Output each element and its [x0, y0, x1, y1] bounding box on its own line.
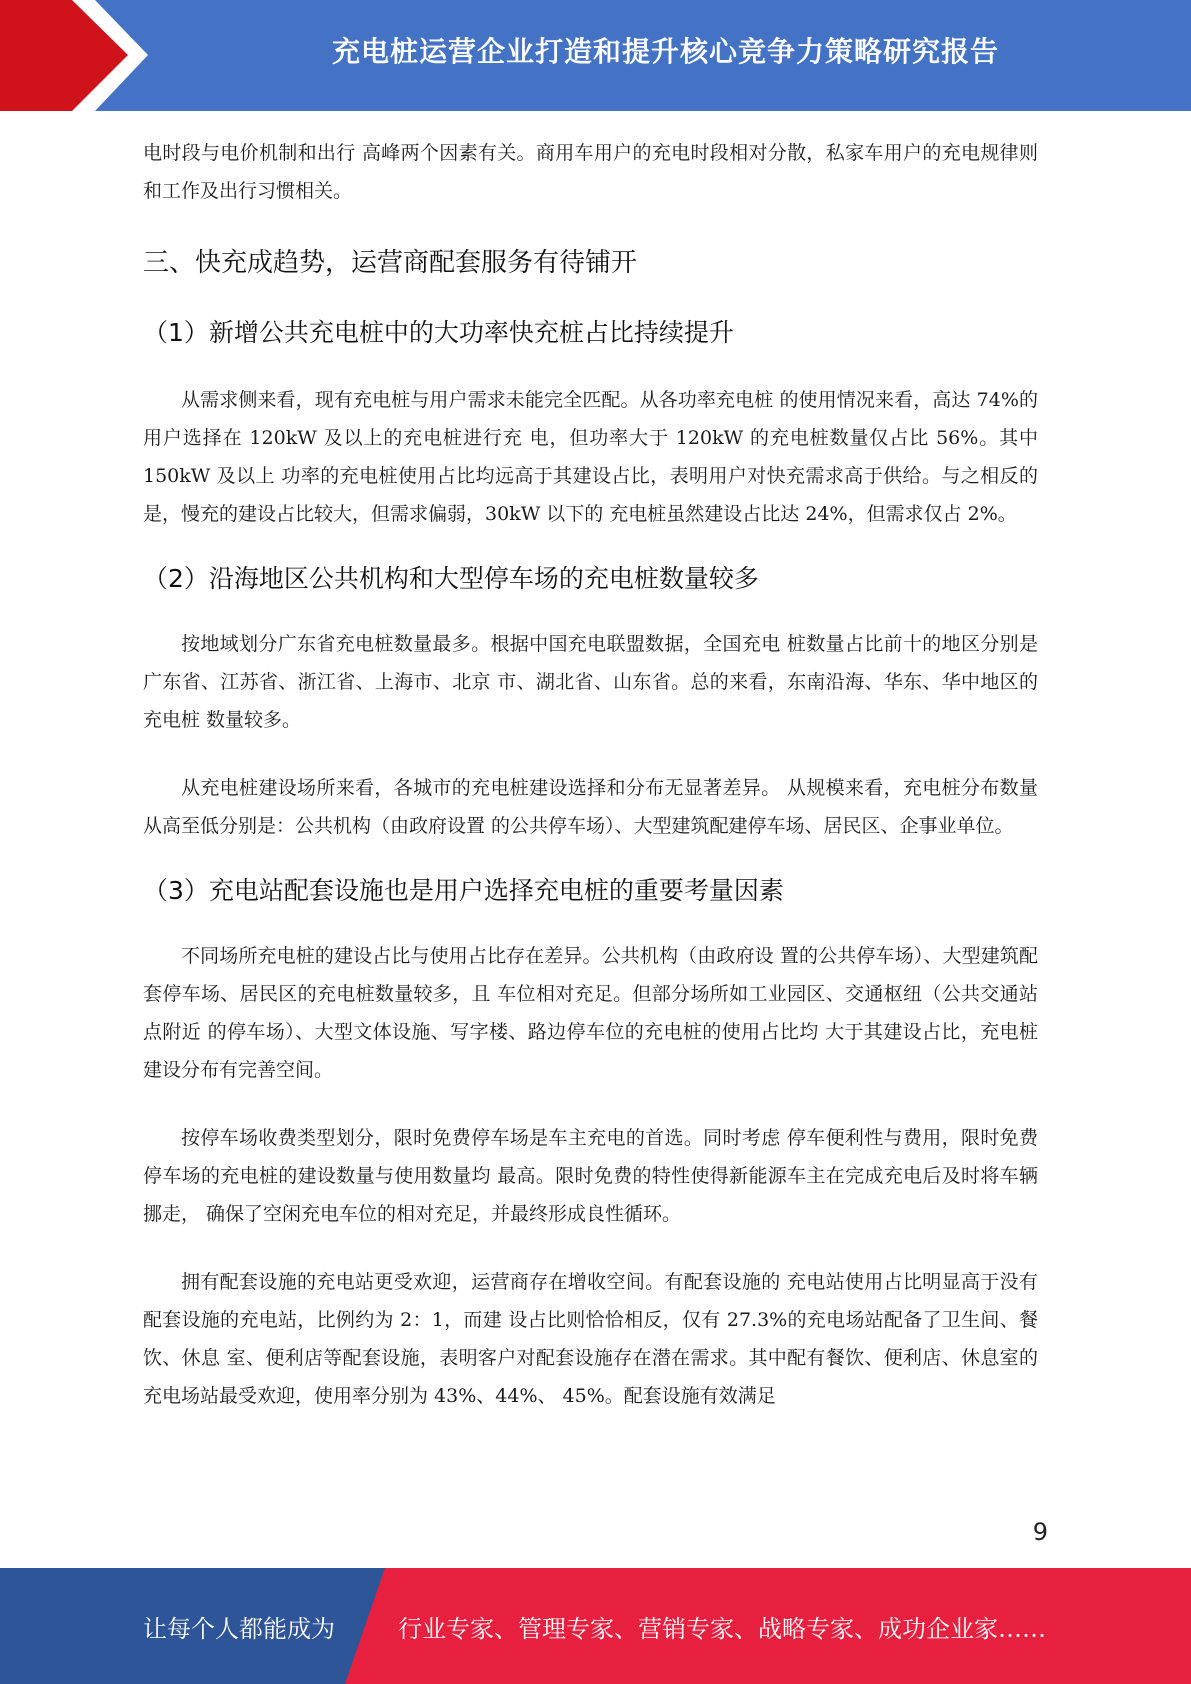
paragraph: 按停车场收费类型划分，限时免费停车场是车主充电的首选。同时考虑 停车便利性与费用，限时免费停车场的充电桩的建设数量与使用数量均 最高。限时免费的特性使得新能源车主在完成充电后及时将车辆挪走， 确保了空闲充电车位的相对充足，并最终形成良性循环。: [143, 1127, 1038, 1225]
footer-slogan-right: 行业专家、管理专家、营销专家、战略专家、成功企业家……: [398, 1614, 1046, 1643]
paragraph: 不同场所充电桩的建设占比与使用占比存在差异。公共机构（由政府设 置的公共停车场）、大型建筑配套停车场、居民区的充电桩数量较多，且 车位相对充足。但部分场所如工业园区、交通枢纽（公共交通站点附近 的停车场）、大型文体设施、写字楼、路边停车位的充电桩的使用占比均 大于其建设占比，充电桩建设分布有完善空间。: [143, 945, 1038, 1081]
footer-banner: [0, 1568, 1191, 1684]
subsection-heading-3: （3）充电站配套设施也是用户选择充电桩的重要考量因素: [143, 876, 784, 905]
paragraph: 从需求侧来看，现有充电桩与用户需求未能完全匹配。从各功率充电桩 的使用情况来看，高达 74%的用户选择在 120kW 及以上的充电桩进行充 电，但功率大于 120kW 的充电桩数量仅占比 56%。其中 150kW 及以上 功率的充电桩使用占比均远高于其建设占比，表明用户对快充需求高于供给。与之相反的是，慢充的建设占比较大，但需求偏弱，30kW 以下的 充电桩虽然建设占比达 24%，但需求仅占 2%。: [143, 389, 1038, 525]
intro-paragraph: 电时段与电价机制和出行 高峰两个因素有关。商用车用户的充电时段相对分散，私家车用户的充电规律则和工作及出行习惯相关。: [143, 142, 1038, 202]
paragraph: 从充电桩建设场所来看，各城市的充电桩建设选择和分布无显著差异。 从规模来看，充电桩分布数量从高至低分别是：公共机构（由政府设置 的公共停车场）、大型建筑配建停车场、居民区、企事业单位。: [143, 777, 1038, 837]
header-bar: [0, 0, 1191, 111]
paragraph: 按地域划分广东省充电桩数量最多。根据中国充电联盟数据，全国充电 桩数量占比前十的地区分别是广东省、江苏省、浙江省、上海市、北京 市、湖北省、山东省。总的来看，东南沿海、华东、华中地区的充电桩 数量较多。: [143, 633, 1038, 731]
page-number: 9: [1032, 1518, 1048, 1546]
subsection-heading-2: （2）沿海地区公共机构和大型停车场的充电桩数量较多: [143, 564, 759, 593]
document-body: [143, 134, 1038, 1415]
paragraph: 拥有配套设施的充电站更受欢迎，运营商存在增收空间。有配套设施的 充电站使用占比明显高于没有配套设施的充电站，比例约为 2：1，而建 设占比则恰恰相反，仅有 27.3%的充电场站配备了卫生间、餐饮、休息 室、便利店等配套设施，表明客户对配套设施存在潜在需求。其中配有餐饮、便利店、休息室的充电场站最受欢迎，使用率分别为 43%、44%、 45%。配套设施有效满足: [143, 1271, 1038, 1407]
subsection-heading-1: （1）新增公共充电桩中的大功率快充桩占比持续提升: [143, 318, 734, 347]
report-title: 充电桩运营企业打造和提升核心竞争力策略研究报告: [331, 35, 999, 68]
footer-slogan-left: 让每个人都能成为: [143, 1614, 335, 1643]
header-chevron-icon: [0, 0, 160, 111]
section-heading: 三、快充成趋势，运营商配套服务有待铺开: [143, 248, 638, 278]
